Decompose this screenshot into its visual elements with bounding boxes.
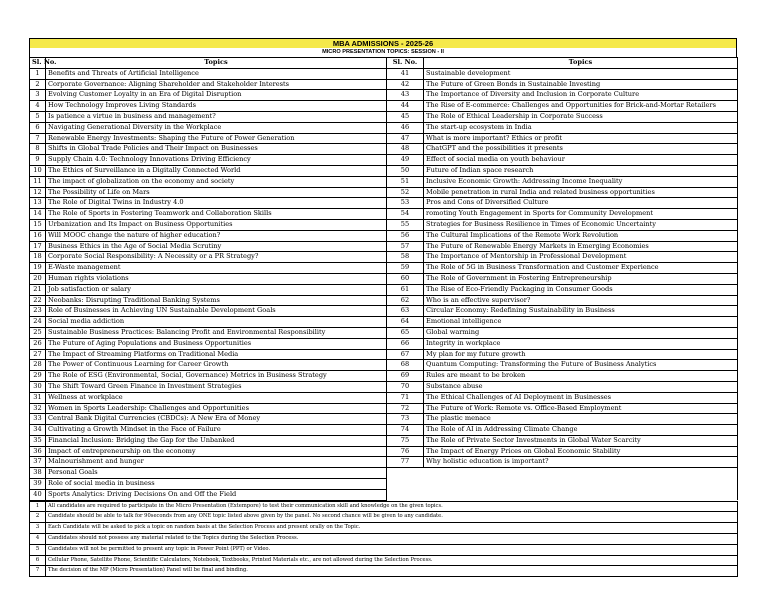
sl-no-cell: 47 [387,133,424,144]
sl-no-cell: 23 [30,306,46,317]
topic-cell: Impact of entrepreneurship on the economy [46,446,387,457]
table-row [30,263,738,274]
table-row [30,468,738,479]
sl-no-cell: 6 [30,122,46,133]
table-row [30,360,738,371]
sl-no-cell: 42 [387,79,424,90]
instruction-number: 6 [30,555,46,566]
topic-cell: Substance abuse [424,381,738,392]
table-row [30,122,738,133]
table-row [30,209,738,220]
sl-no-cell: 40 [30,489,46,500]
sl-no-cell: 16 [30,230,46,241]
topic-cell: My plan for my future growth [424,349,738,360]
topic-cell: Circular Economy: Redefining Sustainability in Business [424,306,738,317]
table-row [30,252,738,263]
topic-cell: Business Ethics in the Age of Social Media Scrutiny [46,241,387,252]
sl-no-cell: 39 [30,479,46,490]
table-row [30,133,738,144]
topic-cell: Will MOOC change the nature of higher education? [46,230,387,241]
topic-cell: The start-up ecosystem in India [424,122,738,133]
topic-cell: E-Waste management [46,263,387,274]
table-row [30,68,738,79]
topic-cell: Role of Businesses in Achieving UN Sustainable Development Goals [46,306,387,317]
instruction-number: 7 [30,566,46,577]
topic-cell: Neobanks: Disrupting Traditional Banking Systems [46,295,387,306]
topic-cell: Evolving Customer Loyalty in an Era of Digital Disruption [46,90,387,101]
topic-cell: Role of social media in business [46,479,387,490]
table-row [30,327,738,338]
topic-cell: The Role of Government in Fostering Entrepreneurship [424,273,738,284]
topic-cell: Is patience a virtue in business and management? [46,111,387,122]
topic-cell: Financial Inclusion: Bridging the Gap for the Unbanked [46,435,387,446]
sl-no-cell: 14 [30,209,46,220]
sl-no-cell: 67 [387,349,424,360]
topic-cell: Human rights violations [46,273,387,284]
sl-no-cell: 9 [30,155,46,166]
sl-no-cell: 5 [30,111,46,122]
topic-cell: Cultivating a Growth Mindset in the Face of Failure [46,425,387,436]
sl-no-cell: 49 [387,155,424,166]
sl-no-cell: 32 [30,403,46,414]
sl-no-cell: 46 [387,122,424,133]
table-row [30,198,738,209]
sl-no-cell: 36 [30,446,46,457]
instruction-row [30,566,738,577]
topic-cell: The Ethical Challenges of AI Deployment in Businesses [424,392,738,403]
topic-cell: Inclusive Economic Growth: Addressing Income Inequality [424,176,738,187]
topics-body [30,68,738,500]
instruction-text: The decision of the MP (Micro Presentation) Panel will be final and binding. [46,566,738,577]
topic-cell: Benefits and Threats of Artificial Intelligence [46,68,387,79]
topics-header-row [30,58,738,69]
instruction-text: All candidates are required to participate in the Micro Presentation (Extempore) to test their communication skill and knowledge on the given topics. [46,501,738,512]
sl-no-cell: 17 [30,241,46,252]
empty-cell [424,468,738,479]
sl-no-cell: 64 [387,317,424,328]
topic-cell: Renewable Energy Investments: Shaping the Future of Power Generation [46,133,387,144]
table-row [30,317,738,328]
sl-no-cell: 31 [30,392,46,403]
sl-no-cell: 65 [387,327,424,338]
topic-cell: The Role of Digital Twins in Industry 4.0 [46,198,387,209]
topic-cell: The Impact of Streaming Platforms on Traditional Media [46,349,387,360]
sl-no-cell: 13 [30,198,46,209]
table-row [30,381,738,392]
table-row [30,338,738,349]
instruction-row [30,544,738,555]
table-row [30,435,738,446]
sl-no-cell: 56 [387,230,424,241]
sl-no-cell: 33 [30,414,46,425]
sl-no-cell: 48 [387,144,424,155]
sl-no-cell: 10 [30,165,46,176]
topic-cell: The Future of Aging Populations and Business Opportunities [46,338,387,349]
topic-cell: Job satisfaction or salary [46,284,387,295]
table-row [30,392,738,403]
table-row [30,306,738,317]
sl-no-cell: 70 [387,381,424,392]
sl-no-cell: 75 [387,435,424,446]
topic-cell: The Role of Sports in Fostering Teamwork and Collaboration Skills [46,209,387,220]
sl-no-cell: 38 [30,468,46,479]
topic-cell: The Role of ESG (Environmental, Social, Governance) Metrics in Business Strategy [46,371,387,382]
sl-no-cell: 59 [387,263,424,274]
instruction-text: Each Candidate will be asked to pick a topic on random basis at the Selection Process and present orally on the Topic. [46,523,738,534]
sl-no-cell: 53 [387,198,424,209]
table-row [30,187,738,198]
topic-cell: Pros and Cons of Diversified Culture [424,198,738,209]
table-row [30,489,738,500]
topic-cell: Supply Chain 4.0: Technology Innovations Driving Efficiency [46,155,387,166]
instruction-number: 2 [30,512,46,523]
instruction-row [30,501,738,512]
table-row [30,79,738,90]
admissions-sheet [29,38,737,577]
topics-table [29,57,738,501]
topic-cell: Women in Sports Leadership: Challenges and Opportunities [46,403,387,414]
topic-cell: Shifts in Global Trade Policies and Their Impact on Businesses [46,144,387,155]
header-topics-left: Topics [46,58,387,69]
sl-no-cell: 69 [387,371,424,382]
table-row [30,90,738,101]
topic-cell: Rules are meant to be broken [424,371,738,382]
sheet-subtitle: MICRO PRESENTATION TOPICS: SESSION - II [29,48,737,57]
topic-cell: Central Bank Digital Currencies (CBDCs): A New Era of Money [46,414,387,425]
header-sl-no-left: Sl. No. [30,58,46,69]
instruction-text: Candidates will not be permitted to present any topic in Power Point (PPT) or Video. [46,544,738,555]
instruction-row [30,512,738,523]
instruction-number: 5 [30,544,46,555]
table-row [30,446,738,457]
empty-cell [387,468,424,479]
instruction-text: Cellular Phone, Satellite Phone, Scientific Calculators, Notebook, Textbooks, Printed Materials etc., are not allowed during the Selection Process. [46,555,738,566]
table-row [30,414,738,425]
topic-cell: The Importance of Diversity and Inclusion in Corporate Culture [424,90,738,101]
sl-no-cell: 62 [387,295,424,306]
sl-no-cell: 45 [387,111,424,122]
sl-no-cell: 3 [30,90,46,101]
topic-cell: The Future of Green Bonds in Sustainable Investing [424,79,738,90]
topic-cell: Social media addiction [46,317,387,328]
topic-cell: Urbanization and Its Impact on Business Opportunities [46,219,387,230]
sl-no-cell: 22 [30,295,46,306]
sl-no-cell: 55 [387,219,424,230]
topic-cell: Quantum Computing: Transforming the Future of Business Analytics [424,360,738,371]
topic-cell: The Impact of Energy Prices on Global Economic Stability [424,446,738,457]
header-topics-right: Topics [424,58,738,69]
table-row [30,479,738,490]
sl-no-cell: 43 [387,90,424,101]
topic-cell: The Role of 5G in Business Transformation and Customer Experience [424,263,738,274]
instructions-body [30,501,738,577]
sl-no-cell: 30 [30,381,46,392]
topic-cell: Emotional intelligence [424,317,738,328]
table-row [30,165,738,176]
topic-cell: The Power of Continuous Learning for Career Growth [46,360,387,371]
sl-no-cell: 2 [30,79,46,90]
topic-cell: Who is an effective supervisor? [424,295,738,306]
instruction-number: 1 [30,501,46,512]
sl-no-cell: 51 [387,176,424,187]
instruction-number: 4 [30,534,46,545]
topic-cell: Integrity in workplace [424,338,738,349]
sl-no-cell: 26 [30,338,46,349]
sl-no-cell: 57 [387,241,424,252]
sl-no-cell: 41 [387,68,424,79]
topic-cell: Navigating Generational Diversity in the Workplace [46,122,387,133]
empty-cell [387,479,424,490]
topic-cell: Global warming [424,327,738,338]
sl-no-cell: 73 [387,414,424,425]
topic-cell: The Rise of Eco-Friendly Packaging in Consumer Goods [424,284,738,295]
topic-cell: Wellness at workplace [46,392,387,403]
topic-cell: How Technology Improves Living Standards [46,101,387,112]
sl-no-cell: 29 [30,371,46,382]
table-row [30,295,738,306]
sl-no-cell: 8 [30,144,46,155]
table-row [30,349,738,360]
topic-cell: The Rise of E-commerce: Challenges and Opportunities for Brick-and-Mortar Retailers [424,101,738,112]
table-row [30,230,738,241]
table-row [30,284,738,295]
topic-cell: The Importance of Mentorship in Professional Development [424,252,738,263]
sl-no-cell: 15 [30,219,46,230]
topic-cell: The Cultural Implications of the Remote Work Revolution [424,230,738,241]
topic-cell: Corporate Social Responsibility: A Necessity or a PR Strategy? [46,252,387,263]
sl-no-cell: 37 [30,457,46,468]
sl-no-cell: 21 [30,284,46,295]
sl-no-cell: 24 [30,317,46,328]
sl-no-cell: 50 [387,165,424,176]
sl-no-cell: 11 [30,176,46,187]
sl-no-cell: 28 [30,360,46,371]
sl-no-cell: 12 [30,187,46,198]
topic-cell: Effect of social media on youth behaviour [424,155,738,166]
sl-no-cell: 25 [30,327,46,338]
topic-cell: romoting Youth Engagement in Sports for Community Development [424,209,738,220]
sl-no-cell: 68 [387,360,424,371]
topic-cell: The Possibility of Life on Mars [46,187,387,198]
instruction-row [30,523,738,534]
topic-cell: Future of Indian space research [424,165,738,176]
topic-cell: The Ethics of Surveillance in a Digitally Connected World [46,165,387,176]
table-row [30,144,738,155]
topic-cell: Malnourishment and hunger [46,457,387,468]
instruction-number: 3 [30,523,46,534]
topic-cell: The Shift Toward Green Finance in Investment Strategies [46,381,387,392]
sl-no-cell: 52 [387,187,424,198]
topic-cell: Sports Analytics: Driving Decisions On and Off the Field [46,489,387,500]
sl-no-cell: 34 [30,425,46,436]
sl-no-cell: 58 [387,252,424,263]
topic-cell: What is more important? Ethics or profit [424,133,738,144]
table-row [30,219,738,230]
empty-cell [387,489,424,500]
topic-cell: Corporate Governance: Aligning Shareholder and Stakeholder Interests [46,79,387,90]
table-row [30,457,738,468]
sl-no-cell: 19 [30,263,46,274]
topic-cell: Mobile penetration in rural India and related business opportunities [424,187,738,198]
sl-no-cell: 27 [30,349,46,360]
sheet-title: MBA ADMISSIONS - 2025-26 [29,38,737,48]
instructions-table [29,501,738,578]
table-row [30,241,738,252]
topic-cell: The plastic menace [424,414,738,425]
header-sl-no-right: Sl. No. [387,58,424,69]
table-row [30,111,738,122]
sl-no-cell: 60 [387,273,424,284]
sl-no-cell: 44 [387,101,424,112]
instruction-row [30,534,738,545]
sl-no-cell: 18 [30,252,46,263]
sl-no-cell: 76 [387,446,424,457]
topic-cell: The Role of Ethical Leadership in Corporate Success [424,111,738,122]
topic-cell: The Role of Private Sector Investments in Global Water Scarcity [424,435,738,446]
table-row [30,101,738,112]
topic-cell: The Future of Work: Remote vs. Office-Based Employment [424,403,738,414]
instruction-text: Candidate should be able to talk for 90seconds from any ONE topic listed above given by the panel. No second chance will be given to any candidate. [46,512,738,523]
sl-no-cell: 35 [30,435,46,446]
sl-no-cell: 4 [30,101,46,112]
sl-no-cell: 61 [387,284,424,295]
sl-no-cell: 74 [387,425,424,436]
sl-no-cell: 7 [30,133,46,144]
instruction-text: Candidates should not possess any material related to the Topics during the Selection Process. [46,534,738,545]
sl-no-cell: 1 [30,68,46,79]
instruction-row [30,555,738,566]
empty-cell [424,479,738,490]
topic-cell: The Future of Renewable Energy Markets in Emerging Economies [424,241,738,252]
sl-no-cell: 71 [387,392,424,403]
sl-no-cell: 77 [387,457,424,468]
topic-cell: Why holistic education is important? [424,457,738,468]
topic-cell: Personal Goals [46,468,387,479]
sl-no-cell: 63 [387,306,424,317]
topic-cell: The impact of globalization on the economy and society [46,176,387,187]
table-row [30,273,738,284]
sl-no-cell: 72 [387,403,424,414]
topic-cell: Strategies for Business Resilience in Times of Economic Uncertainty [424,219,738,230]
table-row [30,403,738,414]
sl-no-cell: 54 [387,209,424,220]
topic-cell: Sustainable development [424,68,738,79]
table-row [30,155,738,166]
empty-cell [424,489,738,500]
sl-no-cell: 66 [387,338,424,349]
sl-no-cell: 20 [30,273,46,284]
table-row [30,425,738,436]
topic-cell: The Role of AI in Addressing Climate Change [424,425,738,436]
topic-cell: Sustainable Business Practices: Balancing Profit and Environmental Responsibility [46,327,387,338]
table-row [30,371,738,382]
table-row [30,176,738,187]
topic-cell: ChatGPT and the possibilities it presents [424,144,738,155]
